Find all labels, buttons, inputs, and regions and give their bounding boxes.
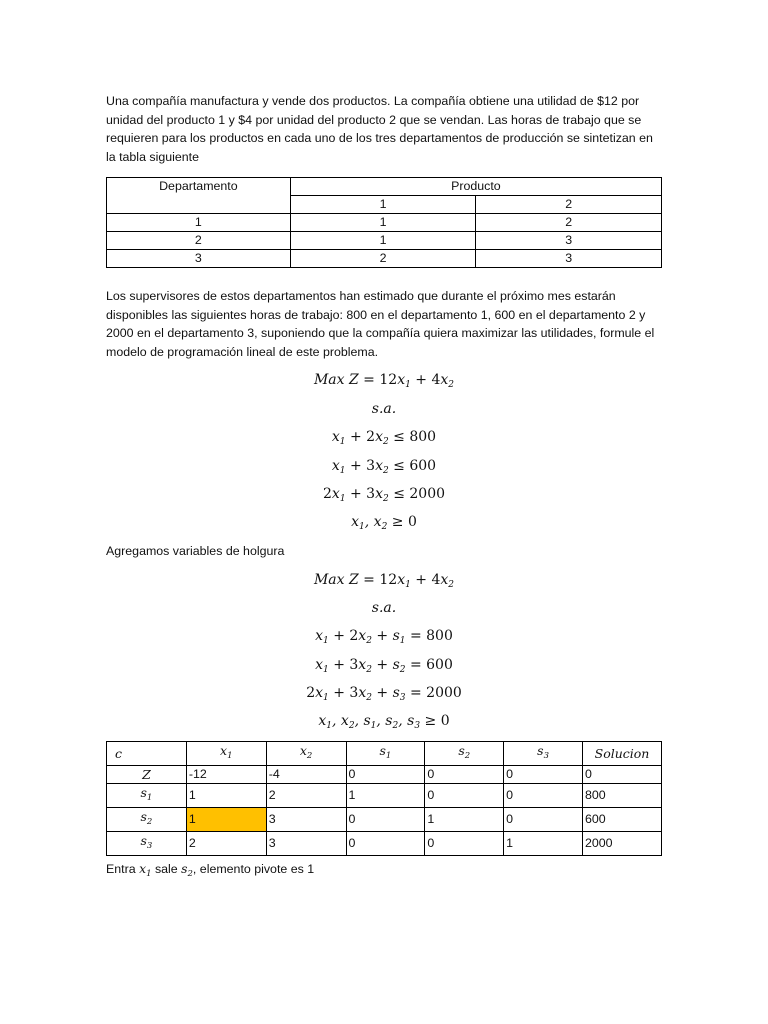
table-row (107, 784, 662, 808)
cell: 0 (346, 766, 425, 784)
table-row (107, 232, 662, 250)
header-producto-2: 2 (476, 196, 662, 214)
row-label-s1: $s_1$ (107, 784, 187, 808)
cell: 0 (425, 766, 504, 784)
tableau-header-row (107, 742, 662, 766)
cell: 3 (476, 232, 662, 250)
constraint-1: $x_1 + 2x_2 \le 800$ (331, 429, 437, 447)
cell: 0 (504, 784, 583, 808)
header-x2: $x_2$ (266, 742, 346, 766)
header-producto-1: 1 (290, 196, 476, 214)
row-label-z: Z (107, 766, 187, 784)
cell: 0 (346, 832, 425, 856)
cell: 0 (425, 832, 504, 856)
cell: 1 (107, 214, 291, 232)
cell: 2000 (583, 832, 662, 856)
cell: 3 (266, 808, 346, 832)
equation-3: $2x_1 + 3x_2 + s_3 = 2000$ (306, 685, 462, 703)
cell: 1 (290, 214, 476, 232)
subject-to-label-std: s.a. (371, 600, 397, 616)
nonnegativity-std: $x_1$, $x_2$, $s_1$, $s_2$, $s_3 \ge 0$ (318, 713, 450, 731)
table-row (107, 250, 662, 268)
table-row (107, 766, 662, 784)
header-departamento: Departamento (107, 178, 291, 214)
cell: 600 (583, 808, 662, 832)
slack-intro: Agregamos variables de holgura (106, 544, 285, 558)
cell: 1 (290, 232, 476, 250)
cell: 2 (107, 232, 291, 250)
header-solucion: Solucion (583, 742, 662, 766)
equation-1: $x_1 + 2x_2 + s_1 = 800$ (315, 628, 453, 646)
header-s1: $s_1$ (346, 742, 425, 766)
cell: 800 (583, 784, 662, 808)
constraint-2: $x_1 + 3x_2 \le 600$ (331, 458, 437, 476)
cell: 0 (425, 784, 504, 808)
objective-function: Max $Z = 12x_1 + 4x_2$ (313, 372, 455, 390)
objective-function-std: Max $Z = 12x_1 + 4x_2$ (313, 572, 455, 590)
cell: 0 (504, 808, 583, 832)
table-row (107, 832, 662, 856)
subject-to-label: s.a. (371, 401, 397, 417)
constraint-3: $2x_1 + 3x_2 \le 2000$ (322, 486, 446, 504)
cell: 1 (186, 784, 266, 808)
header-s2: $s_2$ (425, 742, 504, 766)
cell: 3 (266, 832, 346, 856)
cell: 2 (290, 250, 476, 268)
pivot-conclusion: Entra $x_1$ sale $s_2$, elemento pivote es 1 (106, 861, 315, 879)
hours-paragraph: Los supervisores de estos departamentos han estimado que durante el próximo mes estarán disponibles las siguientes horas de trabajo: 800 en el departamento 1, 600 en el departamento 2 y 2000 en el departamento 3, suponiendo que la compañía quiera maximizar las utilidades, formule el modelo de programación lineal de este problema. (106, 289, 655, 359)
cell: 1 (346, 784, 425, 808)
department-hours-table (106, 177, 662, 268)
cell: 0 (504, 766, 583, 784)
cell: 2 (186, 832, 266, 856)
pivot-cell: 1 (186, 808, 266, 832)
cell: 0 (346, 808, 425, 832)
table-row (107, 214, 662, 232)
header-x1: $x_1$ (186, 742, 266, 766)
cell: 2 (266, 784, 346, 808)
intro-paragraph: Una compañía manufactura y vende dos productos. La compañía obtiene una utilidad de $12 por unidad del producto 1 y $4 por unidad del producto 2 que se vendan. Las horas de trabajo que se requieren para los productos en cada uno de los tres departamentos de producción se sintetizan en la tabla siguiente (106, 94, 653, 164)
header-s3: $s_3$ (504, 742, 583, 766)
nonnegativity: $x_1$, $x_2 \ge 0$ (351, 514, 417, 532)
header-producto: Producto (290, 178, 661, 196)
row-label-s2: $s_2$ (107, 808, 187, 832)
simplex-tableau (106, 741, 662, 856)
cell: -12 (186, 766, 266, 784)
cell: 1 (425, 808, 504, 832)
cell: 0 (583, 766, 662, 784)
table-row (107, 808, 662, 832)
cell: 3 (107, 250, 291, 268)
cell: -4 (266, 766, 346, 784)
row-label-s3: $s_3$ (107, 832, 187, 856)
cell: 2 (476, 214, 662, 232)
cell: 3 (476, 250, 662, 268)
cell: 1 (504, 832, 583, 856)
equation-2: $x_1 + 3x_2 + s_2 = 600$ (315, 657, 453, 675)
corner-cell: c (107, 742, 187, 766)
